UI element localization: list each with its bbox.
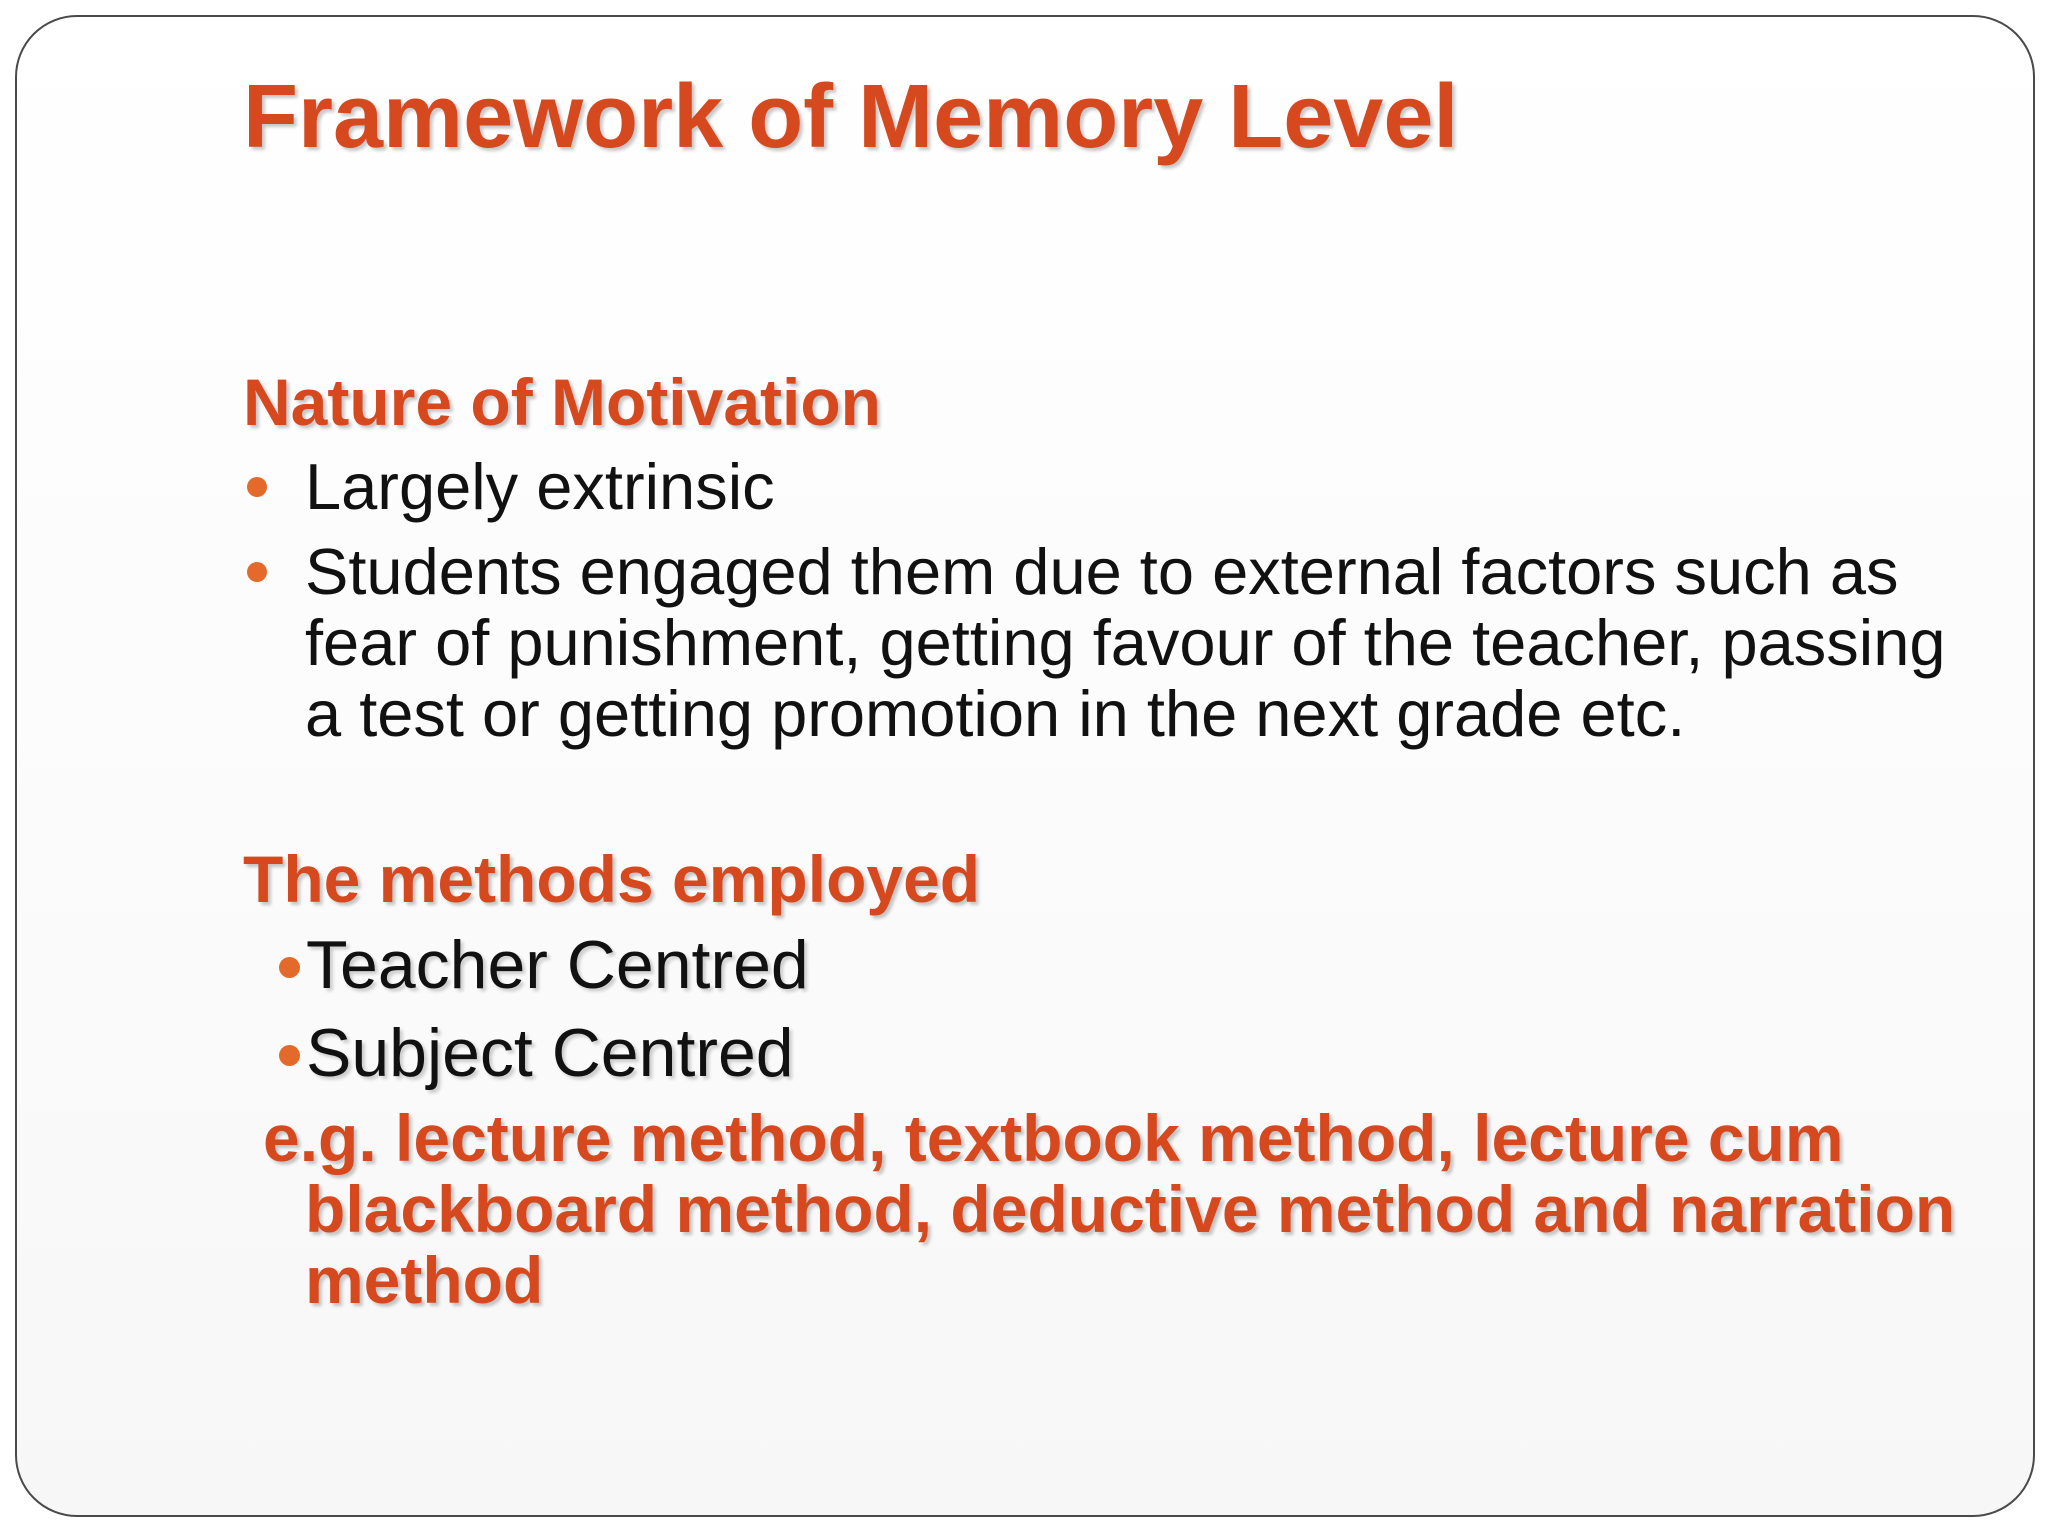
method-text: Subject Centred [306,1015,794,1091]
method-item-teacher-centred [279,923,809,1007]
list-item [243,451,1963,522]
bullet-dot-icon [247,477,267,497]
slide-frame [15,15,2035,1517]
methods-heading: The methods employed [243,842,981,916]
bullet-dot-icon [279,1045,300,1066]
bullet-text: Students engaged them due to external factors such as fear of punishment, getting favour of the teacher, passing a test or getting promotion in the next grade etc. [305,535,1946,750]
motivation-heading: Nature of Motivation [243,365,881,439]
bullet-dot-icon [279,957,300,978]
bullet-text: Largely extrinsic [305,450,775,523]
method-item-subject-centred [279,1011,794,1095]
slide-title: Framework of Memory Level [243,67,1459,167]
bullet-dot-icon [247,562,267,582]
motivation-list [243,451,1963,763]
method-text: Teacher Centred [306,927,809,1003]
list-item [243,536,1963,749]
example-text: e.g. lecture method, textbook method, lecture cum blackboard method, deductive method and narration method [263,1101,1956,1317]
